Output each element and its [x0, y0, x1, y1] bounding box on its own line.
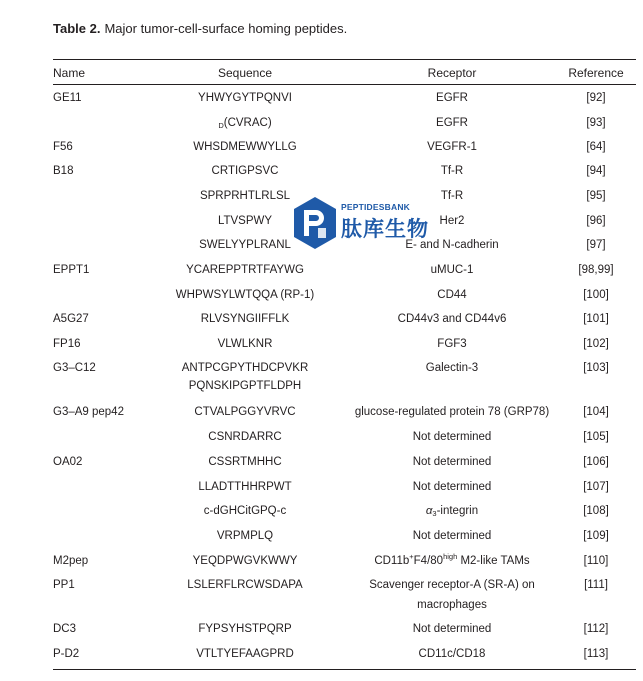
row-sequence: WHSDMEWWYLLG	[193, 141, 297, 153]
receptor-part: CD11b	[374, 555, 410, 567]
row-sequence: VLWLKNR	[217, 338, 273, 350]
row-reference: [107]	[583, 481, 609, 493]
row-reference: [94]	[586, 165, 606, 177]
row-reference: [98,99]	[578, 264, 614, 276]
row-receptor: Tf-R	[440, 165, 464, 177]
row-receptor: E- and N-cadherin	[405, 239, 499, 251]
row-sequence: RLVSYNGIIFFLK	[200, 313, 290, 325]
receptor-superscript: +	[409, 552, 414, 561]
row-reference: [110]	[583, 555, 609, 567]
d-prefix: D	[218, 121, 224, 130]
row-sequence: ANTPCGPYTHDCPVKR	[181, 362, 309, 374]
peptidesbank-watermark	[292, 196, 452, 254]
row-receptor-line2: macrophages	[417, 599, 487, 611]
row-receptor: Not determined	[412, 623, 492, 635]
row-name: OA02	[53, 456, 83, 468]
row-reference: [108]	[583, 505, 609, 517]
row-sequence: VRPMPLQ	[216, 530, 274, 542]
row-receptor: Not determined	[412, 431, 492, 443]
row-receptor: FGF3	[437, 338, 467, 350]
row-receptor: CD44v3 and CD44v6	[397, 313, 507, 325]
row-receptor: EGFR	[436, 117, 468, 129]
row-reference: [101]	[583, 313, 609, 325]
row-receptor: EGFR	[436, 92, 468, 104]
top-rule	[53, 59, 636, 60]
row-name: G3–A9 pep42	[53, 406, 124, 418]
row-sequence-line2: PQNSKIPGPTFLDPH	[188, 380, 302, 392]
row-reference: [103]	[583, 362, 609, 374]
row-sequence: WHPWSYLWTQQA (RP-1)	[175, 289, 315, 301]
receptor-part: F4/80	[413, 555, 444, 567]
row-name: FP16	[53, 338, 81, 350]
row-receptor-text: -integrin	[436, 505, 479, 517]
row-receptor: Her2	[439, 215, 465, 227]
row-sequence: YHWYGYTPQNVI	[198, 92, 292, 104]
row-reference: [64]	[586, 141, 606, 153]
header-rule	[53, 84, 636, 85]
row-reference: [95]	[586, 190, 606, 202]
row-receptor: Not determined	[412, 481, 492, 493]
row-reference: [96]	[586, 215, 606, 227]
watermark-brand-en: PEPTIDESBANK	[341, 202, 410, 212]
row-sequence: YEQDPWGVKWWY	[192, 555, 298, 567]
row-sequence: SPRPRHTLRLSL	[199, 190, 291, 202]
row-name: EPPT1	[53, 264, 90, 276]
row-reference: [113]	[583, 648, 609, 660]
row-receptor: uMUC-1	[430, 264, 474, 276]
row-receptor: VEGFR-1	[427, 141, 477, 153]
row-reference: [93]	[586, 117, 606, 129]
alpha-subscript: 3	[432, 509, 437, 518]
watermark-brand-cn: 肽库生物	[341, 218, 429, 241]
header-sequence: Sequence	[217, 66, 273, 80]
row-receptor: CD11c/CD18	[418, 648, 486, 660]
receptor-superscript: high	[443, 552, 458, 561]
row-sequence: CSNRDARRC	[208, 431, 282, 443]
receptor-part: M2-like TAMs	[457, 555, 530, 567]
row-sequence: VTLTYEFAAGPRD	[196, 648, 294, 660]
row-receptor: Not determined	[412, 456, 492, 468]
caption-label: Table 2.	[53, 21, 101, 36]
row-name: P-D2	[53, 648, 80, 660]
row-sequence: CRTIGPSVC	[211, 165, 279, 177]
row-name: M2pep	[53, 555, 89, 567]
row-receptor: CD44	[437, 289, 467, 301]
alpha-symbol: α	[425, 505, 433, 517]
row-sequence: LSLERFLRCWSDAPA	[187, 579, 303, 591]
header-receptor: Receptor	[427, 66, 477, 80]
row-receptor: Not determined	[412, 530, 492, 542]
row-receptor: Tf-R	[440, 190, 464, 202]
row-receptor: Galectin-3	[425, 362, 479, 374]
row-reference: [97]	[586, 239, 606, 251]
row-receptor: Scavenger receptor-A (SR-A) on	[369, 579, 535, 591]
row-reference: [102]	[583, 338, 609, 350]
row-sequence: SWELYYPLRANL	[199, 239, 291, 251]
row-reference: [112]	[583, 623, 609, 635]
row-name: F56	[53, 141, 73, 153]
peptidesbank-logo-icon	[292, 196, 338, 250]
row-name: A5G27	[53, 313, 89, 325]
row-name: PP1	[53, 579, 75, 591]
bottom-rule	[53, 669, 636, 670]
row-receptor	[426, 502, 478, 523]
row-reference: [100]	[583, 289, 609, 301]
row-sequence: CTVALPGGYVRVC	[194, 406, 296, 418]
row-reference: [104]	[583, 406, 609, 418]
row-reference: [92]	[586, 92, 606, 104]
row-sequence	[218, 114, 271, 135]
row-name: DC3	[53, 623, 77, 635]
row-sequence: LTVSPWY	[217, 215, 273, 227]
row-name: G3–C12	[53, 362, 96, 374]
header-reference: Reference	[568, 66, 624, 80]
row-receptor: glucose-regulated protein 78 (GRP78)	[354, 406, 550, 418]
row-reference: [109]	[583, 530, 609, 542]
row-name: GE11	[53, 92, 82, 104]
row-name: B18	[53, 165, 74, 177]
row-reference: [106]	[583, 456, 609, 468]
caption-text: Major tumor-cell-surface homing peptides.	[104, 21, 348, 36]
row-receptor	[374, 552, 529, 571]
row-sequence-text: (CVRAC)	[223, 117, 272, 129]
row-reference: [105]	[583, 431, 609, 443]
header-name: Name	[53, 66, 86, 80]
row-sequence: CSSRTMHHC	[208, 456, 282, 468]
row-sequence: YCAREPPTRTFAYWG	[186, 264, 304, 276]
row-sequence: c-dGHCitGPQ-c	[203, 505, 287, 517]
row-reference: [111]	[584, 579, 608, 591]
row-sequence: FYPSYHSTPQRP	[198, 623, 292, 635]
table-caption	[53, 21, 347, 36]
row-sequence: LLADTTHHRPWT	[198, 481, 292, 493]
